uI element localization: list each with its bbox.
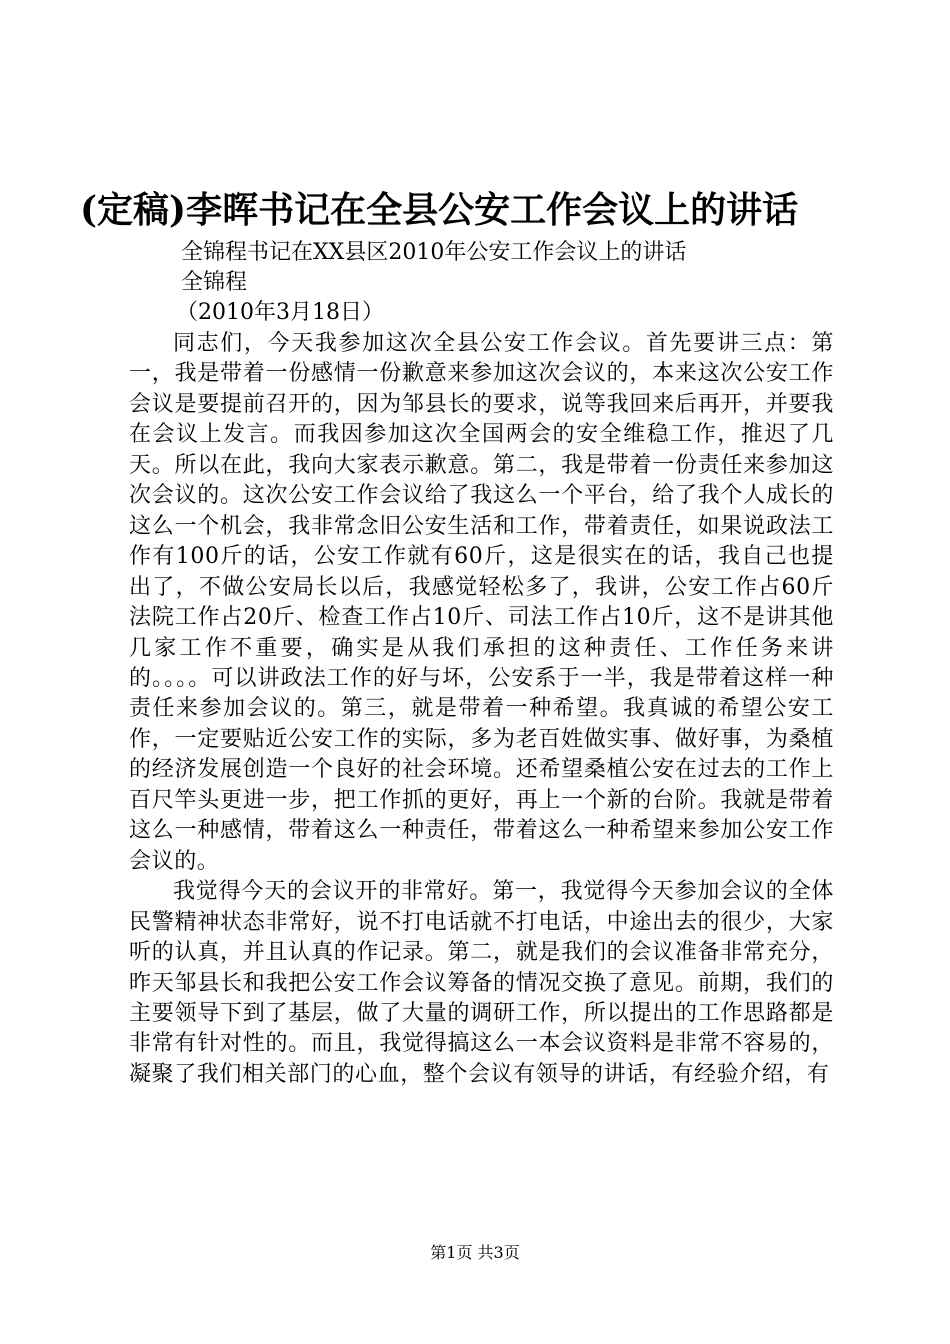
paragraph: 我觉得今天的会议开的非常好。第一，我觉得今天参加会议的全体民警精神状态非常好，说不打电话就不打电话，中途出去的很少，大家听的认真，并且认真的作记录。第二，就是我们的会议准备非常充分，昨天邹县长和我把公安工作会议筹备的情况交换了意见。前期，我们的主要领导下到了基层，做了大量的调研工作，所以提出的工作思路都是非常有针对性的。而且，我觉得搞这么一本会议资料是非常不容易的，凝聚了我们相关部门的心血，整个会议有领导的讲话，有经验介绍，有 <box>129 879 834 1087</box>
speech-body <box>129 329 834 1090</box>
speech-subtitle: 全锦程书记在XX县区2010年公安工作会议上的讲话 <box>181 240 687 265</box>
page-footer: 第1页 共3页 <box>430 1243 520 1262</box>
paragraph: 同志们，今天我参加这次全县公安工作会议。首先要讲三点：第一，我是带着一份感情一份歉意来参加这次会议的，本来这次公安工作会议是要提前召开的，因为邹县长的要求，说等我回来后再开，并要我在会议上发言。而我因参加这次全国两会的安全维稳工作，推迟了几天。所以在此，我向大家表示歉意。第二，我是带着一份责任来参加这次会议的。这次公安工作会议给了我这么一个平台，给了我个人成长的这么一个机会，我非常念旧公安生活和工作，带着责任，如果说政法工作有100斤的话，公安工作就有60斤，这是很实在的话，我自己也提出了，不做公安局长以后，我感觉轻松多了，我讲，公安工作占60斤法院工作占20斤、检查工作占10斤、司法工作占10斤，这不是讲其他几家工作不重要，确实是从我们承担的这种责任、工作任务来讲的。。。。可以讲政法工作的好与坏，公安系于一半，我是带着这样一种责任来参加会议的。第三，就是带着一种希望。我真诚的希望公安工作，一定要贴近公安工作的实际，多为老百姓做实事、做好事，为桑植的经济发展创造一个良好的社会环境。还希望桑植公安在过去的工作上百尺竿头更进一步，把工作抓的更好，再上一个新的台阶。我就是带着这么一种感情，带着这么一种责任，带着这么一种希望来参加公安工作会议的。 <box>129 331 834 874</box>
document-title: (定稿)李晖书记在全县公安工作会议上的讲话 <box>80 189 799 231</box>
speech-date: （2010年3月18日） <box>176 300 384 325</box>
speaker-name: 全锦程 <box>181 270 248 295</box>
